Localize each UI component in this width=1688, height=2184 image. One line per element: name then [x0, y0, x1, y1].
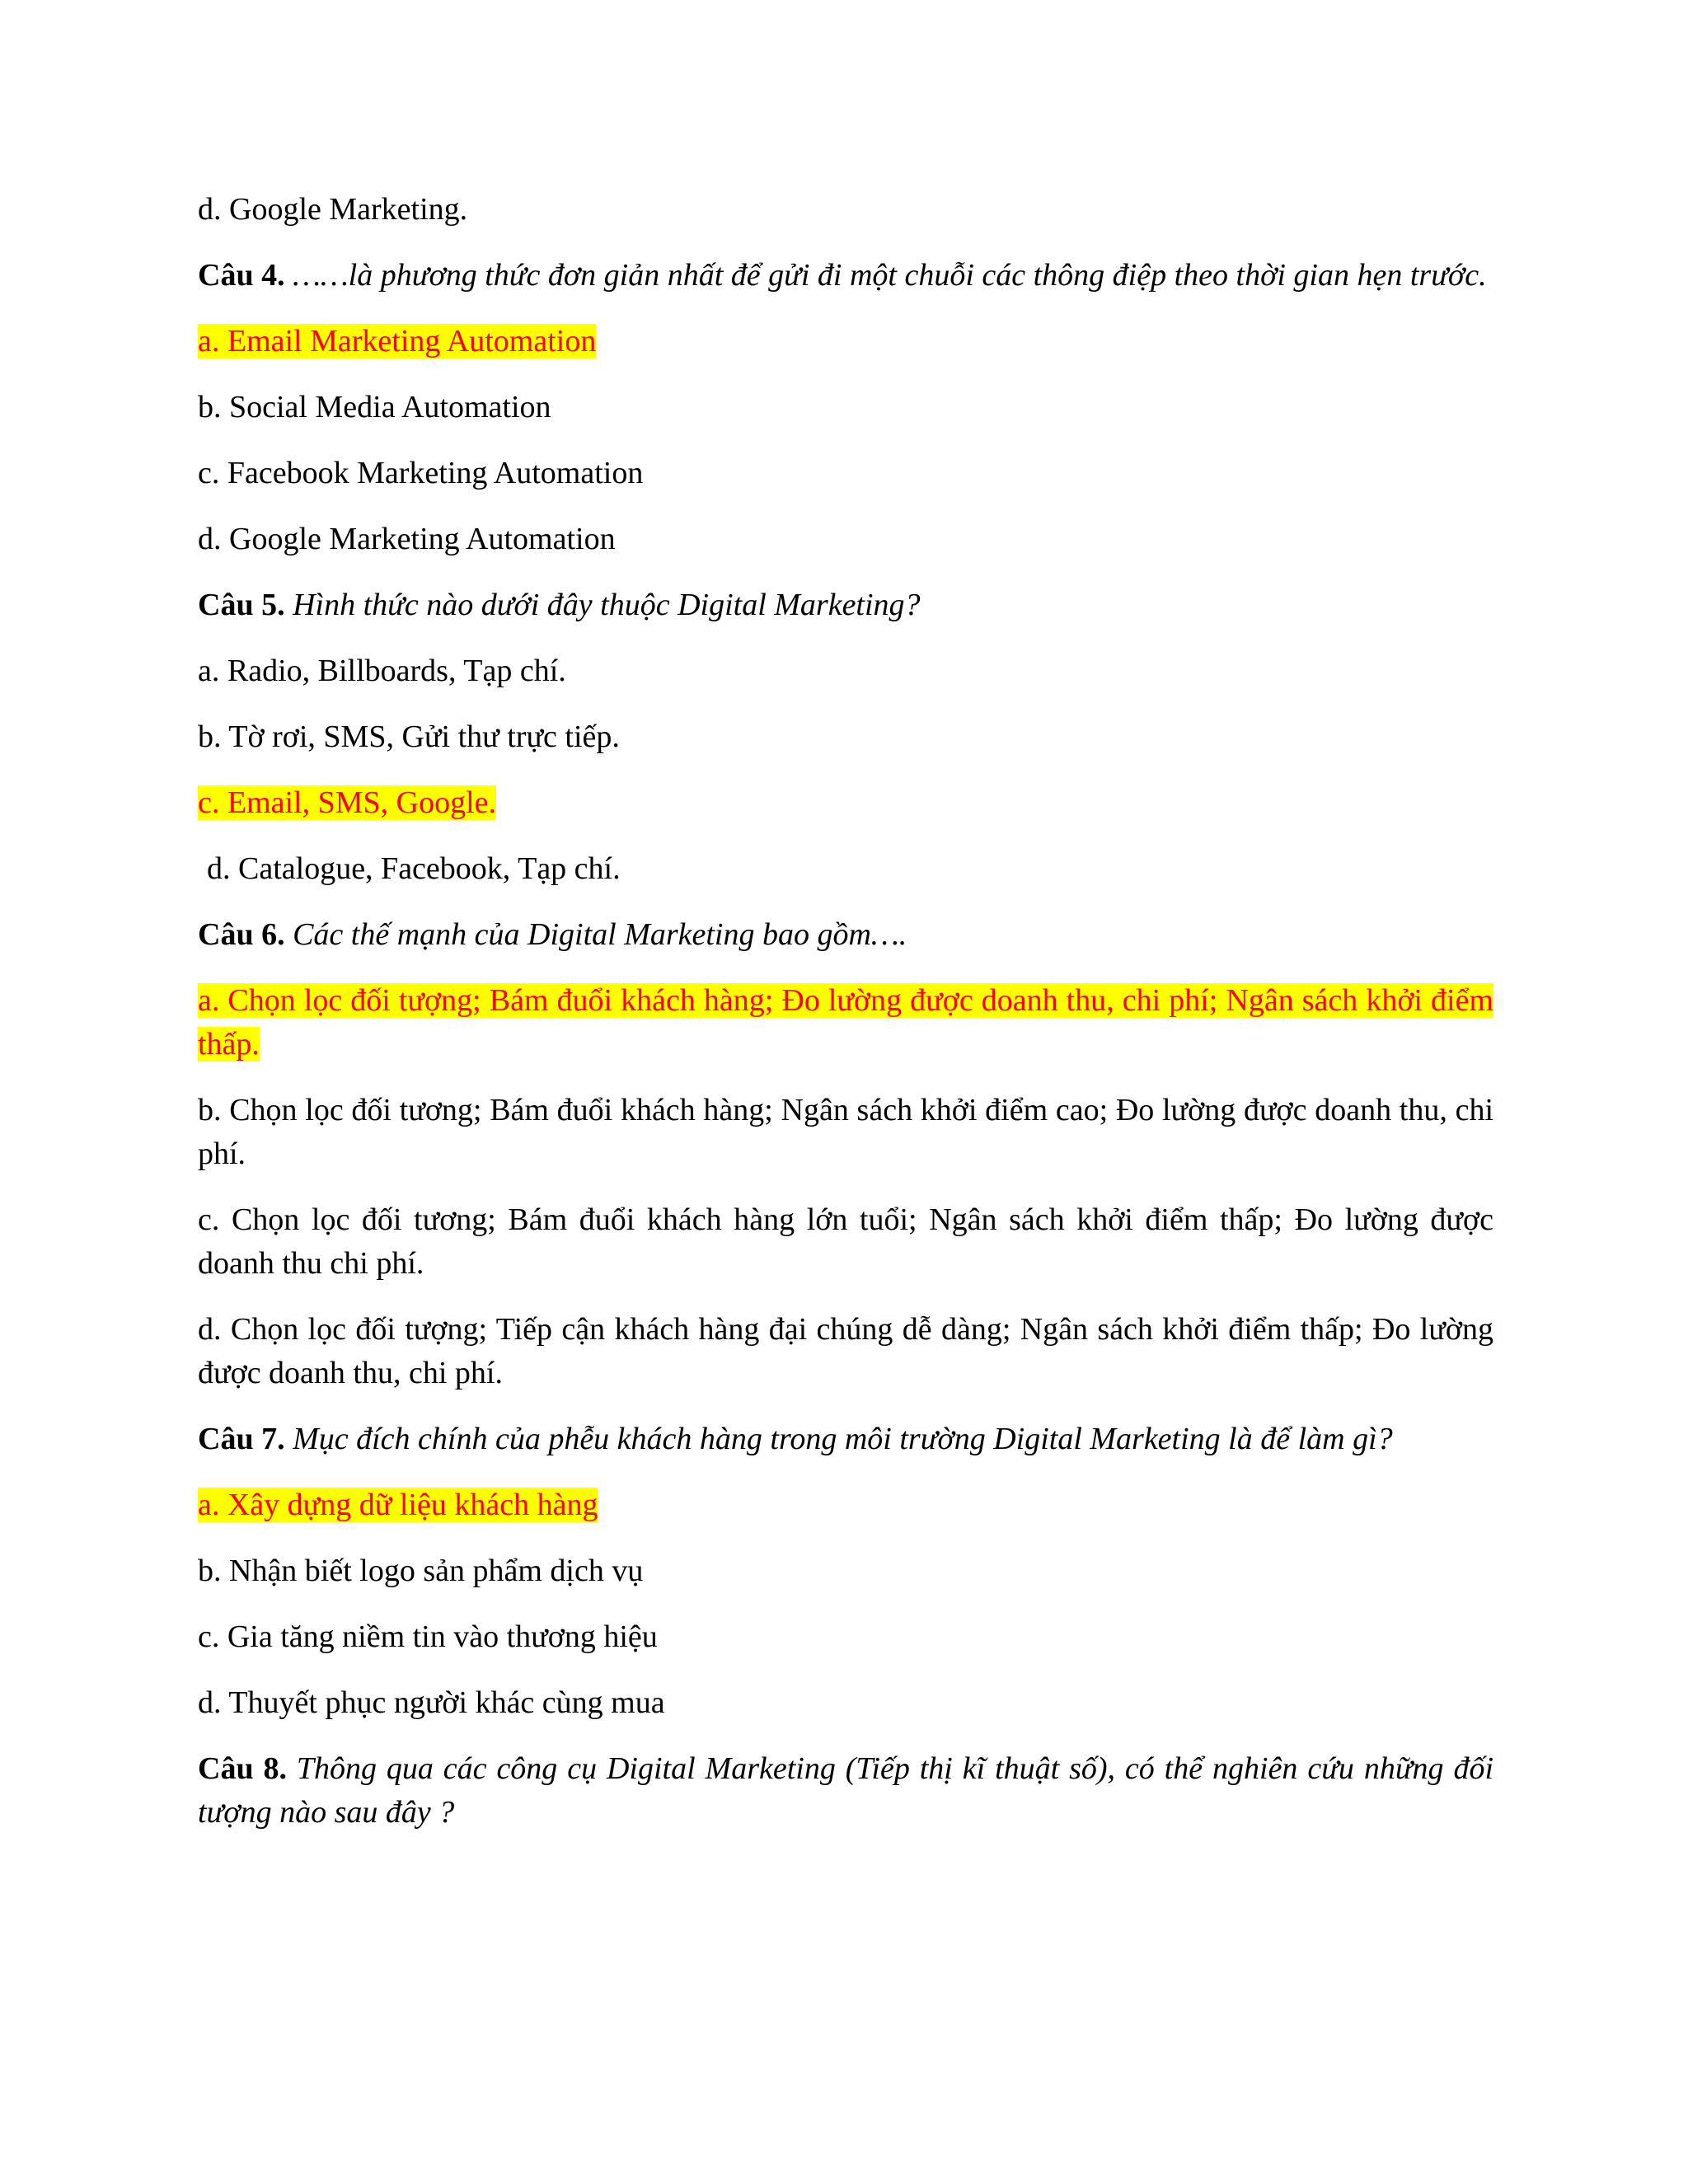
option-d-q6: d. Chọn lọc đối tượng; Tiếp cận khách hàng đại chúng dễ dàng; Ngân sách khởi điểm thấp; Đo lường được doanh thu, chi phí.	[198, 1312, 1493, 1390]
option-d-q4: d. Google Marketing Automation	[198, 522, 616, 556]
question-6	[198, 913, 1493, 957]
question-number: Câu 8.	[198, 1751, 287, 1786]
question-5	[198, 583, 1493, 627]
highlighted-answer: c. Email, SMS, Google.	[198, 785, 497, 820]
question-number: Câu 5.	[198, 588, 285, 622]
question-7	[198, 1418, 1493, 1461]
document-page	[198, 188, 1493, 1857]
option-d-q3: d. Google Marketing.	[198, 192, 468, 227]
question-number: Câu 4.	[198, 258, 285, 293]
option-c-q5-correct	[198, 781, 1493, 825]
question-4	[198, 254, 1493, 298]
question-number: Câu 6.	[198, 917, 285, 952]
option-a-q4-correct	[198, 320, 1493, 363]
option-b-q7: b. Nhận biết logo sản phẩm dịch vụ	[198, 1554, 644, 1588]
option-c-q7: c. Gia tăng niềm tin vào thương hiệu	[198, 1619, 658, 1654]
question-text: Thông qua các công cụ Digital Marketing (Tiếp thị kĩ thuật số), có thể nghiên cứu những đối tượng nào sau đây ?	[198, 1751, 1493, 1830]
option-b-q6: b. Chọn lọc đối tương; Bám đuổi khách hàng; Ngân sách khởi điểm cao; Đo lường được doanh thu, chi phí.	[198, 1093, 1493, 1171]
option-b-q4: b. Social Media Automation	[198, 390, 551, 424]
option-b-q5: b. Tờ rơi, SMS, Gửi thư trực tiếp.	[198, 719, 620, 754]
highlighted-answer: a. Email Marketing Automation	[198, 324, 597, 359]
highlighted-answer: a. Chọn lọc đối tượng; Bám đuổi khách hàng; Đo lường được doanh thu, chi phí; Ngân sách khởi điểm thấp.	[198, 983, 1493, 1062]
option-c-q6: c. Chọn lọc đối tương; Bám đuổi khách hàng lớn tuổi; Ngân sách khởi điểm thấp; Đo lường được doanh thu chi phí.	[198, 1202, 1493, 1281]
option-c-q4: c. Facebook Marketing Automation	[198, 456, 644, 490]
question-text: ……là phương thức đơn giản nhất để gửi đi một chuỗi các thông điệp theo thời gian hẹn trước.	[284, 258, 1487, 293]
option-a-q6-correct	[198, 979, 1493, 1066]
question-text: Hình thức nào dưới đây thuộc Digital Marketing?	[284, 588, 921, 622]
option-a-q5: a. Radio, Billboards, Tạp chí.	[198, 654, 566, 688]
option-d-q7: d. Thuyết phục người khác cùng mua	[198, 1685, 665, 1720]
question-number: Câu 7.	[198, 1422, 285, 1456]
option-a-q7-correct	[198, 1483, 1493, 1527]
question-8	[198, 1747, 1493, 1835]
highlighted-answer: a. Xây dựng dữ liệu khách hàng	[198, 1488, 598, 1522]
option-d-q5: d. Catalogue, Facebook, Tạp chí.	[207, 851, 621, 886]
question-text: Mục đích chính của phễu khách hàng trong môi trường Digital Marketing là để làm gì?	[284, 1422, 1393, 1456]
question-text: Các thế mạnh của Digital Marketing bao gồm….	[284, 917, 907, 952]
